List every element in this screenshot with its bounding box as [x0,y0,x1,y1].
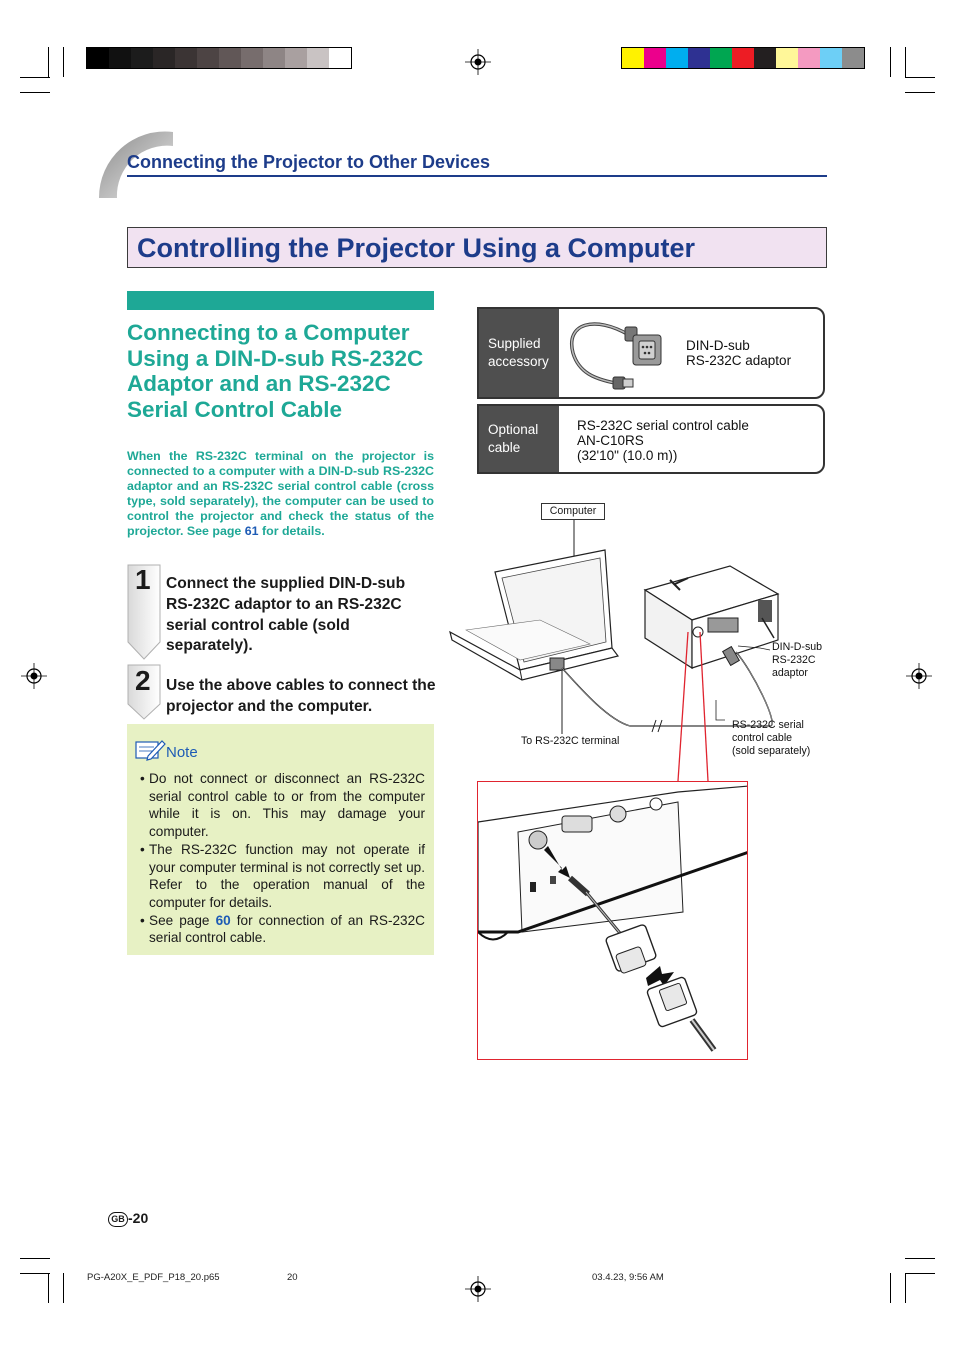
computer-label: Computer [541,503,605,520]
optional-cable-box [477,404,825,474]
subhead-bar [127,291,434,310]
serial-cable-callout-label [732,719,810,758]
registration-mark-icon [465,49,491,75]
note-box [127,724,434,955]
registration-mark-icon [21,663,47,689]
page-title: Controlling the Projector Using a Computer [127,227,827,268]
registration-mark-icon [906,663,932,689]
serial-cable-label-line3: (sold separately) [732,745,811,757]
step-2-text: Use the above cables to connect the projector and the computer. [166,677,436,715]
note-item: • Do not connect or disconnect an RS-232C serial control cable to or from the computer while it is on. This may damage your computer. [140,770,425,841]
intro-text-end: for details. [258,524,325,539]
footer-file: PG-A20X_E_PDF_P18_20.p65 [87,1272,220,1283]
process-color-bar [621,47,865,69]
pencil-note-icon [134,738,166,762]
optional-cable-line3: (32'10" (10.0 m)) [577,448,678,463]
projector-icon [645,566,778,668]
page-link-60[interactable]: 60 [215,912,231,928]
footer-timestamp: 03.4.23, 9:56 AM [592,1272,664,1283]
supplied-accessory-line1: DIN-D-sub [686,338,750,353]
adaptor-label-line2: RS-232C [772,654,816,666]
step-1-text: Connect the supplied DIN-D-sub RS-232C adaptor to an RS-232C serial control cable (sold separately). [166,575,406,655]
supplied-accessory-line2: RS-232C adaptor [686,353,792,368]
serial-cable-label-line1: RS-232C serial [732,719,804,731]
step-2-number: 2 [135,665,151,696]
intro-paragraph [127,449,434,540]
optional-cable-label: Optional cable [479,406,559,472]
footer-page: 20 [287,1272,298,1283]
registration-mark-icon [465,1276,491,1302]
note-item-text-end: for connection of an RS-232C serial control cable. [149,912,425,946]
optional-cable-line2: AN-C10RS [577,433,644,448]
section-header: Connecting the Projector to Other Devices [127,151,827,177]
adaptor-label-line3: adaptor [772,667,808,679]
din-d-sub-adaptor-icon [565,313,675,395]
rs232c-connection-closeup-icon [478,782,748,1060]
step-1-number: 1 [135,564,151,595]
note-item: • The RS-232C function may not operate if your computer terminal is not correctly set up. Refer to the operation manual of the computer for details. [140,841,425,912]
terminal-closeup [477,781,748,1060]
page-number [108,1210,148,1227]
note-list [140,770,425,947]
optional-cable-line1: RS-232C serial control cable [577,418,749,433]
supplied-accessory-label: Supplied accessory [479,309,559,397]
serial-cable-label-line2: control cable [732,732,793,744]
note-title: Note [166,744,198,761]
adaptor-callout-label [772,641,822,680]
note-item-text: See page [149,912,216,928]
laptop-icon [450,550,618,680]
subsection-heading: Connecting to a Computer Using a DIN-D-sub RS-232C Adaptor and an RS-232C Serial Control Cable [127,320,424,422]
page-link-61[interactable]: 61 [244,524,259,539]
optional-cable-details [577,418,749,463]
note-item [140,912,425,947]
supplied-accessory-name [686,338,791,368]
page-number-value: -20 [128,1210,149,1226]
supplied-accessory-box [477,307,825,399]
terminal-callout-label: To RS-232C terminal [521,735,620,747]
gb-region-badge: GB [108,1212,128,1227]
intro-text: When the RS-232C terminal on the projector is connected to a computer with a DIN-D-sub RS-232C adaptor and an RS-232C serial control cable (cross type, sold separately), the computer can be used to control the projector and check the status of the projector. See page [127,449,434,539]
adaptor-label-line1: DIN-D-sub [772,641,823,653]
grayscale-color-bar [86,47,352,69]
